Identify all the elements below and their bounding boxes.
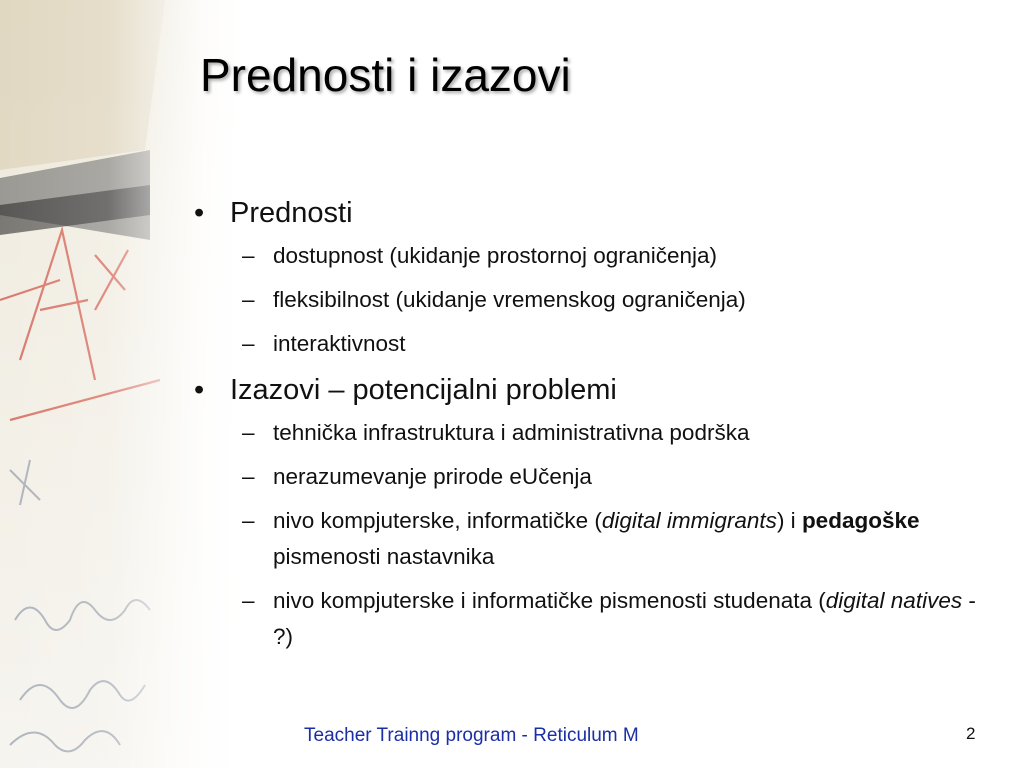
sub-item [190, 326, 990, 362]
text-part: ) i [776, 508, 802, 533]
bullet-label: Prednosti [230, 197, 353, 229]
italic-term: digital natives [825, 588, 963, 613]
sub-item-text: interaktivnost [273, 331, 406, 356]
dash-mark: – [242, 243, 255, 268]
dash-mark: – [242, 331, 255, 356]
bullet-mark: • [194, 197, 205, 229]
sub-item-text: dostupnost (ukidanje prostornoj ograničenja) [273, 243, 718, 268]
sub-item [190, 282, 990, 318]
sub-item-text: fleksibilnost (ukidanje vremenskog ograničenja) [273, 287, 746, 312]
slide-title: Prednosti i izazovi [200, 49, 571, 101]
text-part: nivo kompjuterske i informatičke pismenosti studenata ( [273, 588, 826, 613]
sub-item-text: tehnička infrastruktura i administrativna podrška [273, 420, 750, 445]
sub-item-student-literacy [190, 583, 990, 655]
text-part: nivo kompjuterske, informatičke ( [273, 508, 602, 533]
slide-content [190, 193, 990, 663]
text-part: pismenosti nastavnika [273, 544, 495, 569]
sub-item [190, 415, 990, 451]
footer-text: Teacher Trainng program - Reticulum M [304, 725, 639, 746]
page-number: 2 [966, 724, 976, 743]
dash-mark: – [242, 287, 255, 312]
sub-item-teacher-literacy [190, 503, 990, 575]
bullet-mark: • [194, 374, 205, 406]
dash-mark: – [242, 508, 255, 533]
bullet-izazovi [190, 370, 990, 411]
bold-term: pedagoške [801, 508, 920, 533]
sub-item [190, 238, 990, 274]
sub-item [190, 459, 990, 495]
text-part: - ?) [273, 588, 976, 649]
dash-mark: – [242, 588, 255, 613]
sub-item-text: nerazumevanje prirode eUčenja [273, 464, 592, 489]
dash-mark: – [242, 464, 255, 489]
bullet-label: Izazovi – potencijalni problemi [230, 374, 617, 406]
italic-term: digital immigrants [601, 508, 777, 533]
bullet-prednosti [190, 193, 990, 234]
dash-mark: – [242, 420, 255, 445]
